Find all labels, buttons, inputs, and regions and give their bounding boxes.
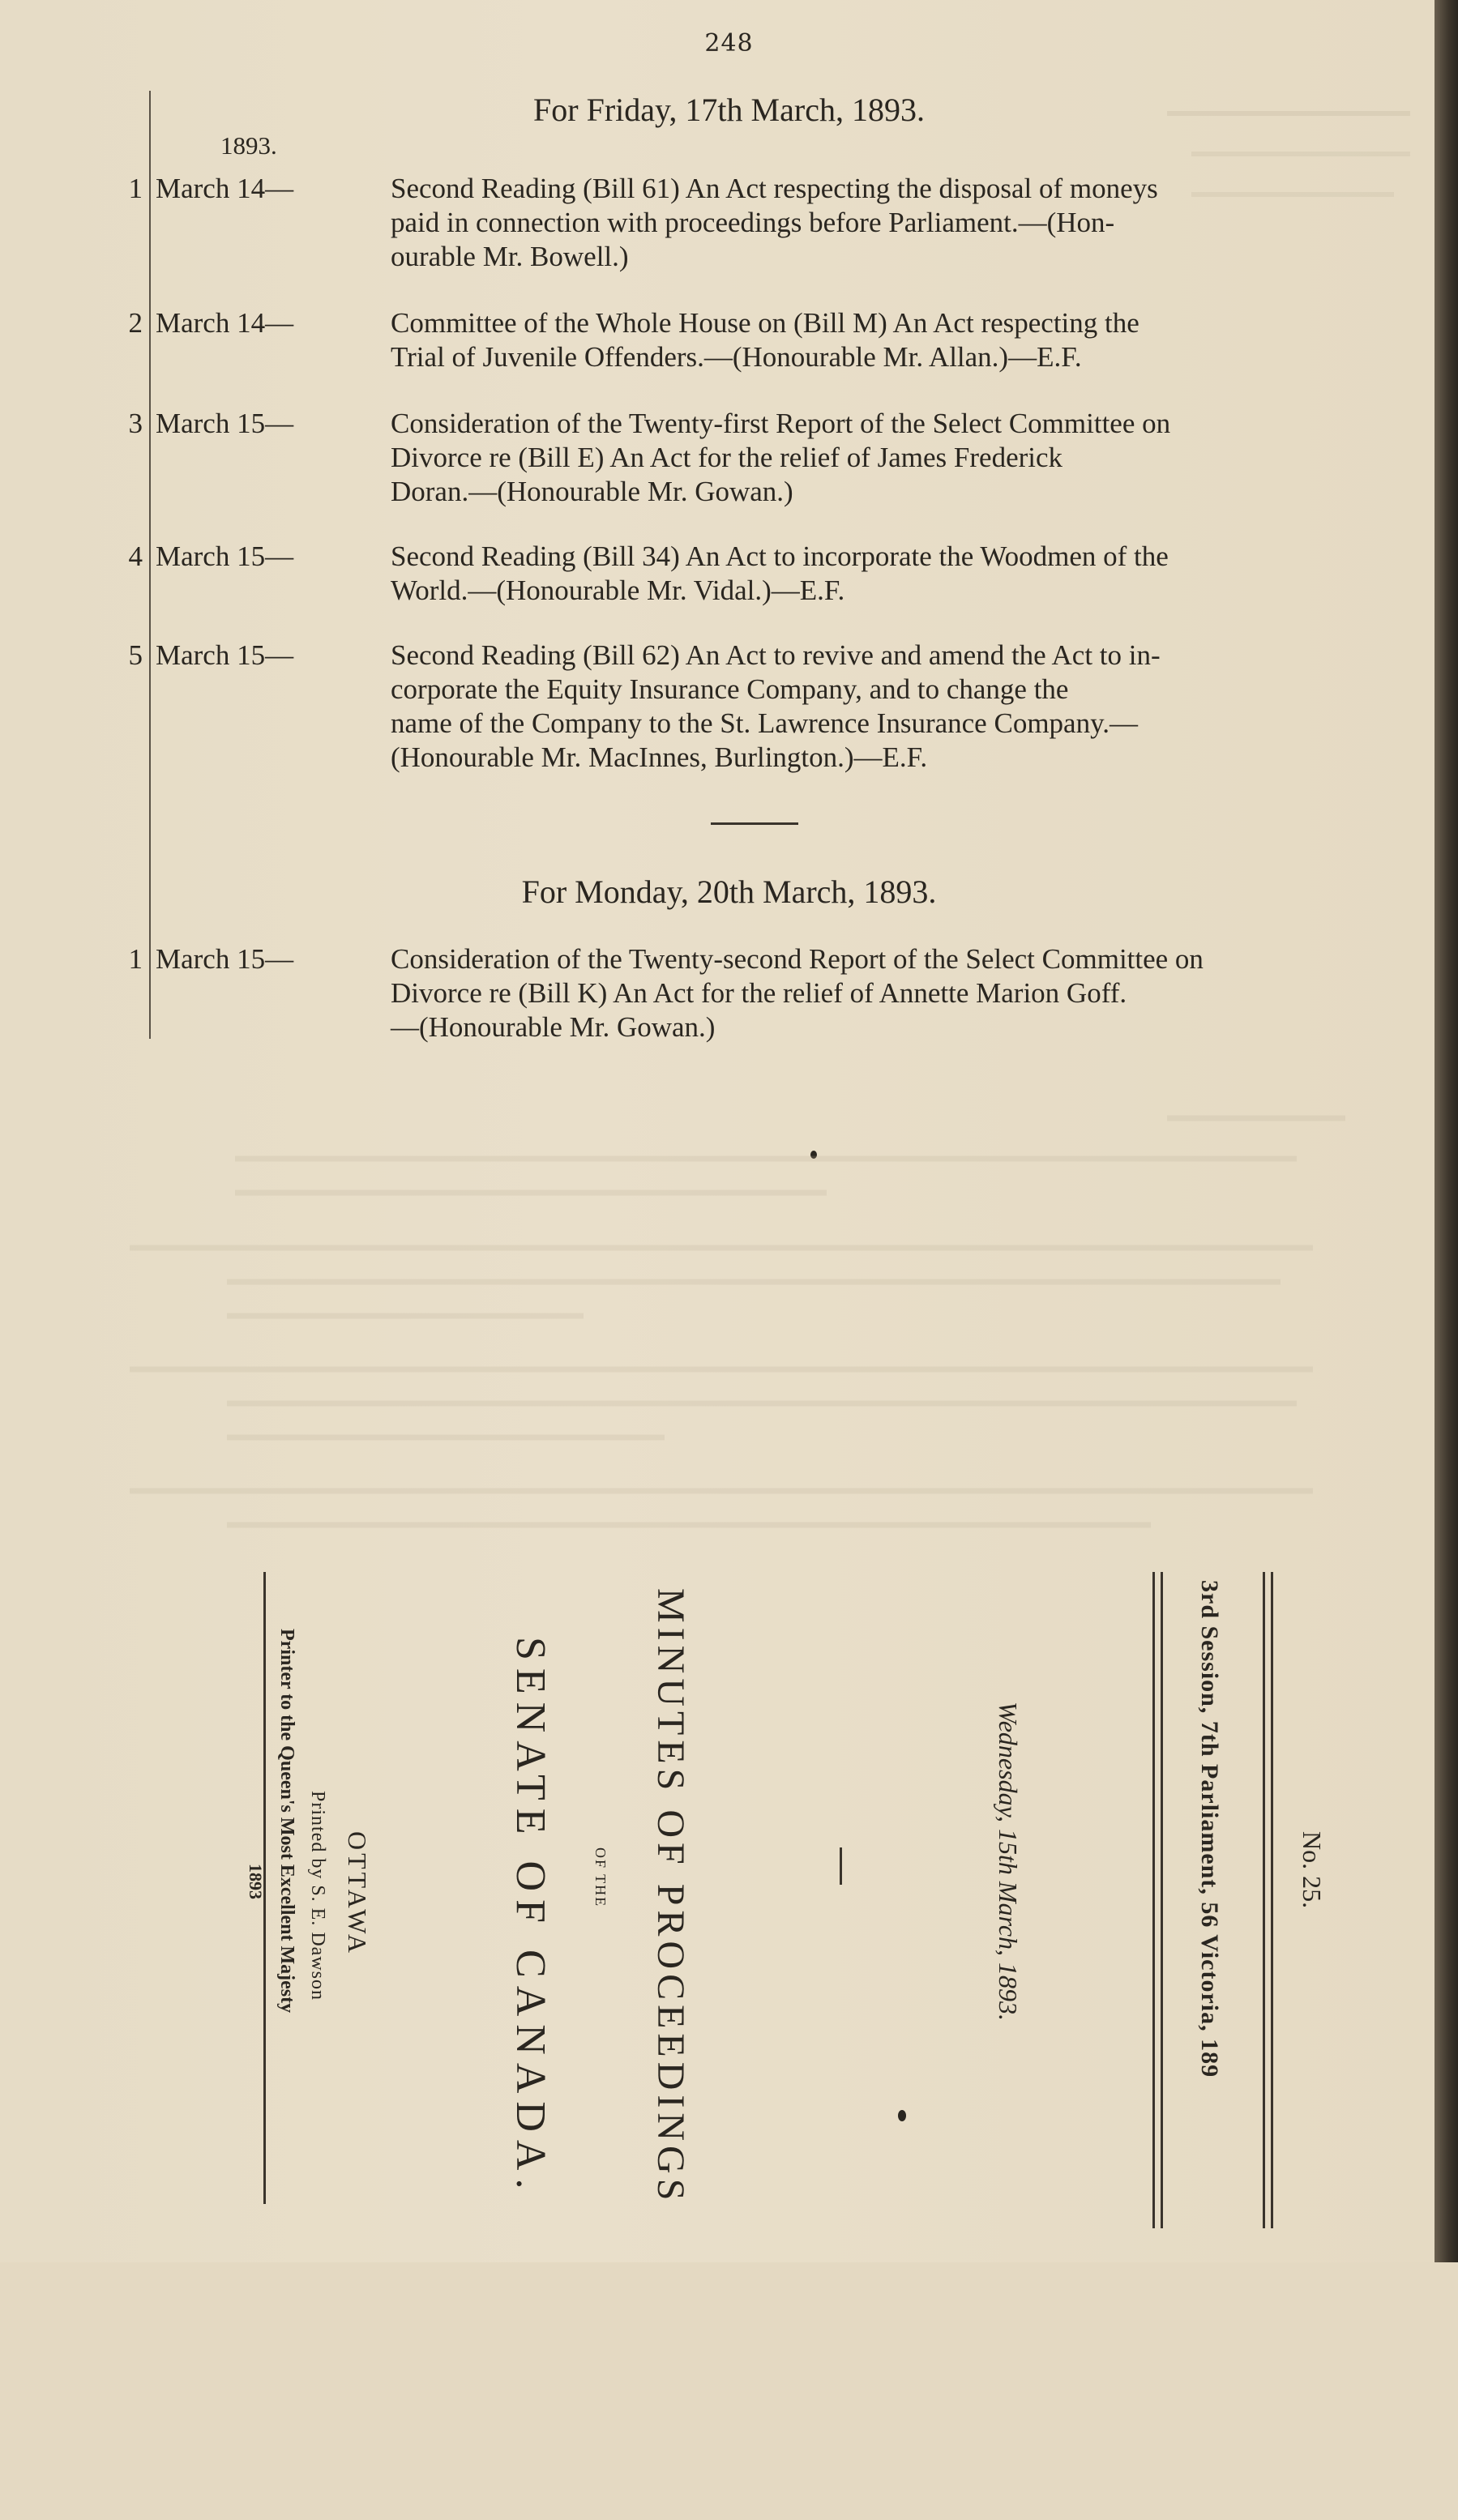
- entry-line: Consideration of the Twenty-second Report of the Select Committee on: [391, 943, 1204, 975]
- monday-heading: For Monday, 20th March, 1893.: [521, 873, 937, 910]
- cover-rule: [1152, 1572, 1155, 2228]
- entry-line: ourable Mr. Bowell.): [391, 241, 629, 272]
- cover-title-line2: SENATE OF CANADA.: [507, 1637, 554, 2198]
- cover-rule: [1271, 1572, 1273, 2228]
- cover-rule: [1161, 1572, 1163, 2228]
- cover-number: No. 25.: [1298, 1831, 1327, 1909]
- entry-line: Doran.—(Honourable Mr. Gowan.): [391, 476, 793, 507]
- entry-text: [391, 942, 1363, 1044]
- page-binding-edge: [1434, 0, 1458, 2262]
- cover-session: 3rd Session, 7th Parliament, 56 Victoria, 189: [1196, 1580, 1223, 2078]
- entry-line: Second Reading (Bill 61) An Act respecting the disposal of moneys: [391, 173, 1158, 204]
- entry-text: [391, 639, 1363, 775]
- entry-date: March 14—: [156, 173, 294, 204]
- entry-number: 2: [128, 307, 143, 339]
- entry-number: 3: [128, 408, 143, 439]
- entry-number: 5: [128, 639, 143, 671]
- entry-line: Second Reading (Bill 62) An Act to revive and amend the Act to in-: [391, 639, 1161, 671]
- entry-date: March 15—: [156, 639, 294, 671]
- entry-text: [391, 540, 1363, 608]
- cover-place: OTTAWA: [343, 1831, 372, 1956]
- cover-rule: [1263, 1572, 1265, 2228]
- cover-date: Wednesday, 15th March, 1893.: [994, 1702, 1023, 2022]
- entry-line: (Honourable Mr. MacInnes, Burlington.)—E.F.: [391, 741, 928, 773]
- cover-panel: [113, 1572, 1353, 2228]
- cover-year: 1893: [246, 1864, 266, 1899]
- entry-line: Committee of the Whole House on (Bill M) An Act respecting the: [391, 307, 1139, 339]
- entry-line: World.—(Honourable Mr. Vidal.)—E.F.: [391, 574, 845, 606]
- entry-line: name of the Company to the St. Lawrence Insurance Company.—: [391, 707, 1139, 739]
- cover-short-rule: [840, 1847, 842, 1885]
- entry-line: Divorce re (Bill E) An Act for the relief of James Frederick: [391, 442, 1063, 473]
- cover-printer: Printed by S. E. Dawson: [307, 1791, 328, 2001]
- entry-line: Divorce re (Bill K) An Act for the relief of Annette Marion Goff.: [391, 977, 1127, 1009]
- entry-line: —(Honourable Mr. Gowan.): [391, 1011, 716, 1043]
- entry-number: 1: [128, 173, 143, 204]
- entry-line: corporate the Equity Insurance Company, and to change the: [391, 673, 1069, 705]
- cover-printer-title: Printer to the Queen's Most Excellent Majesty: [276, 1629, 297, 2014]
- entry-date: March 15—: [156, 540, 294, 572]
- entry-line: Second Reading (Bill 34) An Act to incorporate the Woodmen of the: [391, 540, 1169, 572]
- entry-line: Trial of Juvenile Offenders.—(Honourable Mr. Allan.)—E.F.: [391, 341, 1082, 373]
- entry-date: March 15—: [156, 943, 294, 975]
- page-number: 248: [704, 29, 754, 58]
- year-label: 1893.: [220, 131, 277, 160]
- cover-title-line1: MINUTES OF PROCEEDINGS: [649, 1588, 692, 2206]
- entry-number: 4: [128, 540, 143, 572]
- friday-heading: For Friday, 17th March, 1893.: [533, 92, 925, 128]
- entry-date: March 15—: [156, 408, 294, 439]
- show-through-texture: [97, 1102, 1362, 1556]
- entry-text: [391, 407, 1363, 509]
- entry-date: March 14—: [156, 307, 294, 339]
- entry-line: paid in connection with proceedings before Parliament.—(Hon-: [391, 207, 1115, 238]
- section-divider: [711, 822, 798, 825]
- show-through-texture: [1167, 97, 1410, 340]
- cover-of-the: OF THE: [592, 1847, 609, 1908]
- entry-number: 1: [128, 943, 143, 975]
- entry-line: Consideration of the Twenty-first Report of the Select Committee on: [391, 408, 1171, 439]
